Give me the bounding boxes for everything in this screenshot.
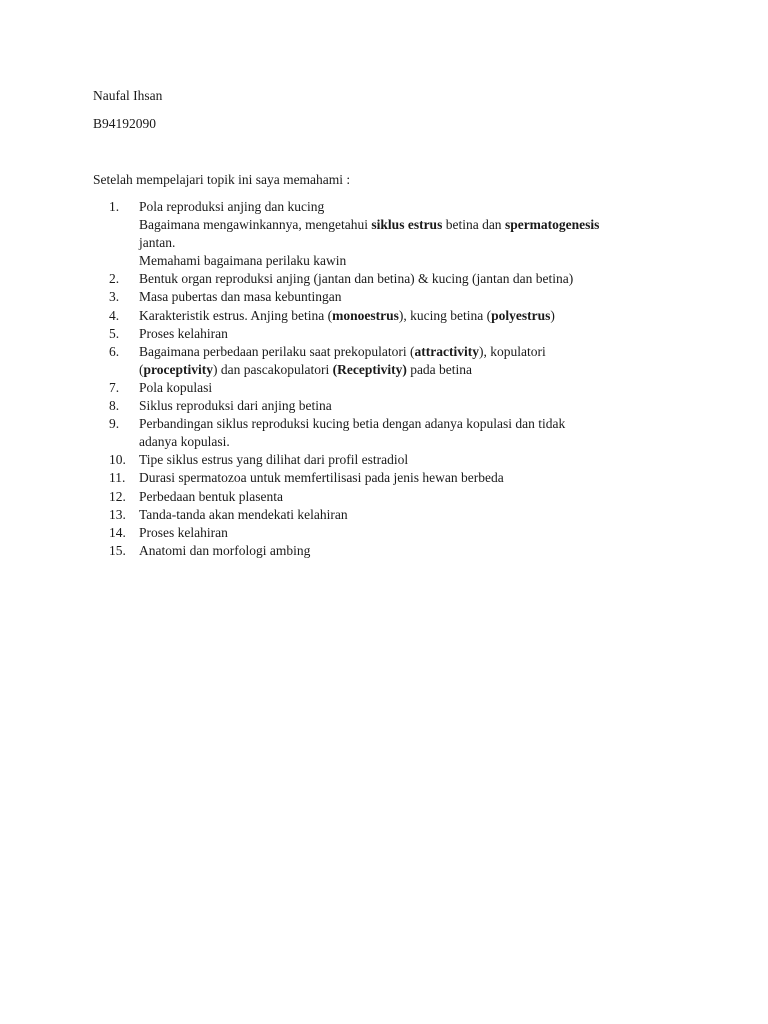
text-run: Anatomi dan morfologi ambing [139,542,311,558]
list-item-line [139,433,693,451]
author-id: B94192090 [93,116,157,131]
bold-term: spermatogenesis [504,217,600,233]
list-item [93,379,693,397]
text-run: ), kopulatori [478,343,546,359]
text-run: ( [139,361,144,377]
text-run: Siklus reproduksi dari anjing betina [139,398,332,414]
list-item [93,451,693,469]
list-item-line [139,524,693,542]
list-item [93,469,693,487]
list-item [93,270,693,288]
list-item-line [139,379,693,397]
bold-term: proceptivity [143,361,213,377]
list-item-line [139,343,693,361]
list-item-number: 5. [109,325,120,341]
list-item-line [139,216,693,234]
list-item-line [139,234,693,252]
bold-term: attractivity [414,343,479,359]
text-run: ) [550,307,555,323]
list-item-number: 12. [109,488,126,504]
text-run: Masa pubertas dan masa kebuntingan [139,289,342,305]
text-run: Perbedaan bentuk plasenta [139,488,283,504]
list-item [93,325,693,343]
list-item [93,307,693,325]
text-run: Durasi spermatozoa untuk memfertilisasi pada jenis hewan berbeda [139,470,504,486]
list-item [93,343,693,379]
list-item-number: 15. [109,542,126,558]
text-run: Pola kopulasi [139,379,213,395]
list-item-line [139,415,693,433]
text-run: Bagaimana mengawinkannya, mengetahui [139,217,372,233]
bold-term: polyestrus [491,307,551,323]
numbered-list [93,198,693,560]
list-item-line [139,307,693,325]
list-item-number: 6. [109,343,120,359]
intro-sentence: Setelah mempelajari topik ini saya memahami : [93,172,351,187]
text-run: jantan. [139,235,176,251]
list-item [93,524,693,542]
text-run: Proses kelahiran [139,524,228,540]
list-item-number: 3. [109,289,120,305]
text-run: Perbandingan siklus reproduksi kucing betia dengan adanya kopulasi dan tidak [139,416,566,432]
list-item-number: 2. [109,271,120,287]
list-item-number: 7. [109,379,120,395]
list-item-number: 11. [109,470,126,486]
text-run: Proses kelahiran [139,325,228,341]
list-item-number: 9. [109,416,120,432]
list-item [93,198,693,270]
list-item-line [139,270,693,288]
list-item-line [139,288,693,306]
list-item-line [139,488,693,506]
text-run: Bagaimana perbedaan perilaku saat prekopulatori ( [139,343,415,359]
list-item [93,397,693,415]
list-item [93,542,693,560]
text-run: Karakteristik estrus. Anjing betina ( [139,307,333,323]
list-item-number: 10. [109,452,126,468]
list-item-line [139,397,693,415]
bold-term: siklus estrus [371,217,443,233]
list-item-line [139,361,693,379]
list-item-line [139,469,693,487]
list-item-line [139,451,693,469]
text-run: Pola reproduksi anjing dan kucing [139,199,325,214]
list-item-line [139,252,693,270]
list-item [93,415,693,451]
list-item-line [139,542,693,560]
author-name: Naufal Ihsan [93,88,163,103]
list-item-line [139,506,693,524]
list-item [93,488,693,506]
list-item-number: 13. [109,506,126,522]
text-run: betina dan [442,217,505,233]
list-item [93,288,693,306]
list-item-number: 1. [109,199,120,214]
text-run: Tanda-tanda akan mendekati kelahiran [139,506,348,522]
list-item-number: 14. [109,524,126,540]
text-run: pada betina [406,361,473,377]
text-run: Bentuk organ reproduksi anjing (jantan dan betina) & kucing (jantan dan betina) [139,271,574,287]
bold-term: (Receptivity) [332,361,407,377]
bold-term: monoestrus [332,307,399,323]
text-run: Memahami bagaimana perilaku kawin [139,253,347,269]
text-run: ), kucing betina ( [398,307,492,323]
list-item-number: 4. [109,307,120,323]
text-run: adanya kopulasi. [139,434,230,450]
list-item-line [139,198,693,216]
list-item [93,506,693,524]
text-run: Tipe siklus estrus yang dilihat dari profil estradiol [139,452,409,468]
list-item-number: 8. [109,398,120,414]
list-item-line [139,325,693,343]
text-run: ) dan pascakopulatori [213,361,333,377]
